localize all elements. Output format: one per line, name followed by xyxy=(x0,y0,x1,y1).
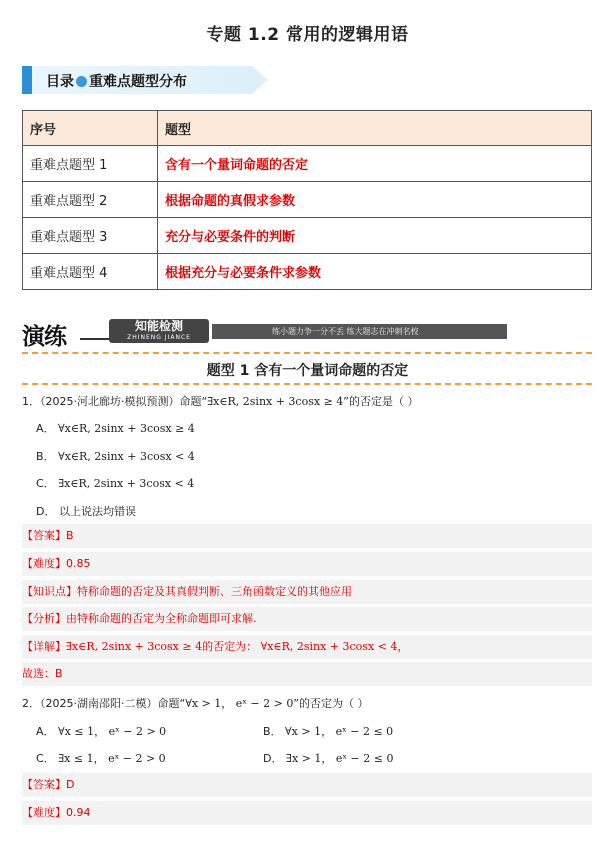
practice-slogan: 练小题力争一分不丢 练大题志在冲刺名校 xyxy=(212,324,507,339)
toc-row xyxy=(23,146,592,182)
q2-stem-b: ”的否定为（ ） xyxy=(293,697,369,710)
question-2-stem xyxy=(22,695,369,711)
difficulty-label: 【难度】 xyxy=(22,557,66,570)
detail-text: 的否定为： xyxy=(202,640,258,653)
difficulty-value: 0.85 xyxy=(66,557,91,570)
q1-analysis xyxy=(22,607,592,631)
toc-row-no: 重难点题型 2 xyxy=(23,182,158,218)
q1-option-c[interactable] xyxy=(36,475,194,491)
toc-row xyxy=(23,218,592,254)
q2-difficulty xyxy=(22,801,592,825)
practice-tag xyxy=(109,319,209,343)
answer-value: B xyxy=(66,529,74,542)
practice-tag-cn: 知能检测 xyxy=(134,319,183,333)
dashed-divider xyxy=(22,383,592,385)
toc-row-topic[interactable]: 根据命题的真假求参数 xyxy=(158,182,592,218)
q1-difficulty xyxy=(22,552,592,576)
toc-row xyxy=(23,182,592,218)
option-text: ∃x ≤ 1， eˣ − 2 > 0 xyxy=(58,752,166,765)
choose-value: B xyxy=(55,667,63,680)
q1-stem-a: 1．（2025·河北廊坊·模拟预测）命题“ xyxy=(22,395,208,408)
option-key: B． xyxy=(36,450,55,463)
q2-stem-math: ∀x > 1， eˣ − 2 > 0 xyxy=(185,697,294,710)
choose-label: 故选： xyxy=(22,667,55,680)
q1-stem-math: ∃x∈R, 2sinx + 3cosx ≥ 4 xyxy=(207,395,344,408)
toc-banner xyxy=(22,66,268,94)
q2-option-b[interactable] xyxy=(263,723,393,739)
answer-label: 【答案】 xyxy=(22,529,66,542)
detail-math-b: ∀x∈R, 2sinx + 3cosx < 4 xyxy=(260,640,398,653)
toc-row-no: 重难点题型 1 xyxy=(23,146,158,182)
detail-punct: ， xyxy=(397,640,409,653)
option-key: C． xyxy=(36,477,55,490)
toc-row-topic[interactable]: 含有一个量词命题的否定 xyxy=(158,146,592,182)
option-key: A． xyxy=(36,725,55,738)
banner-stripe xyxy=(22,66,32,94)
q1-choose xyxy=(22,662,592,686)
practice-heading: 演练 xyxy=(22,323,66,350)
toc-table xyxy=(22,110,592,290)
q1-option-d[interactable] xyxy=(36,503,136,519)
detail-label: 【详解】 xyxy=(22,640,66,653)
section-title: 题型 1 含有一个量词命题的否定 xyxy=(206,363,409,379)
option-text: ∃x > 1， eˣ − 2 ≤ 0 xyxy=(285,752,394,765)
knowledge-value: 特称命题的否定及其真假判断、三角函数定义的其他应用 xyxy=(77,585,352,598)
q2-answer xyxy=(22,773,592,797)
banner-left-label: 目录 xyxy=(46,74,74,90)
toc-row xyxy=(23,254,592,290)
toc-header-no: 序号 xyxy=(23,111,158,146)
toc-row-no: 重难点题型 4 xyxy=(23,254,158,290)
q2-option-a[interactable] xyxy=(36,723,166,739)
difficulty-label: 【难度】 xyxy=(22,806,66,819)
option-text: ∃x∈R, 2sinx + 3cosx < 4 xyxy=(58,477,195,490)
option-key: D． xyxy=(36,505,56,518)
q1-answer xyxy=(22,524,592,548)
toc-row-topic[interactable]: 充分与必要条件的判断 xyxy=(158,218,592,254)
analysis-value: 由特称命题的否定为全称命题即可求解. xyxy=(66,612,257,625)
question-1-stem xyxy=(22,393,418,409)
toc-row-no: 重难点题型 3 xyxy=(23,218,158,254)
option-text: 以上说法均错误 xyxy=(58,505,136,518)
answer-label: 【答案】 xyxy=(22,778,66,791)
page-title: 专题 1.2 常用的逻辑用语 xyxy=(206,25,409,45)
option-text: ∀x ≤ 1， eˣ − 2 > 0 xyxy=(58,725,167,738)
knowledge-label: 【知识点】 xyxy=(22,585,77,598)
option-text: ∀x∈R, 2sinx + 3cosx ≥ 4 xyxy=(58,422,195,435)
bullet-dot-icon xyxy=(76,76,87,87)
option-key: D． xyxy=(263,752,283,765)
banner-arrow xyxy=(252,66,268,94)
practice-banner xyxy=(22,318,507,350)
q1-option-b[interactable] xyxy=(36,448,195,464)
banner-text xyxy=(46,71,187,91)
q2-stem-a: 2．（2025·湖南邵阳·二模）命题“ xyxy=(22,697,186,710)
q1-option-a[interactable] xyxy=(36,420,195,436)
difficulty-value: 0.94 xyxy=(66,806,91,819)
answer-value: D xyxy=(66,778,75,791)
practice-tag-en: ZHINENG JIANCE xyxy=(127,334,191,341)
option-key: B． xyxy=(263,725,282,738)
banner-right-label: 重难点题型分布 xyxy=(89,74,187,90)
q1-detail xyxy=(22,635,592,659)
analysis-label: 【分析】 xyxy=(22,612,66,625)
q1-stem-b: ”的否定是（ ） xyxy=(343,395,419,408)
toc-header-row xyxy=(23,111,592,146)
practice-divider xyxy=(80,338,110,340)
option-key: A． xyxy=(36,422,55,435)
option-key: C． xyxy=(36,752,55,765)
toc-header-topic: 题型 xyxy=(158,111,592,146)
option-text: ∀x∈R, 2sinx + 3cosx < 4 xyxy=(58,450,195,463)
toc-row-topic[interactable]: 根据充分与必要条件求参数 xyxy=(158,254,592,290)
q2-option-d[interactable] xyxy=(263,750,393,766)
detail-math-a: ∃x∈R, 2sinx + 3cosx ≥ 4 xyxy=(66,640,203,653)
q1-knowledge xyxy=(22,580,592,604)
option-text: ∀x > 1， eˣ − 2 ≤ 0 xyxy=(285,725,394,738)
dashed-divider xyxy=(22,352,592,354)
q2-option-c[interactable] xyxy=(36,750,166,766)
